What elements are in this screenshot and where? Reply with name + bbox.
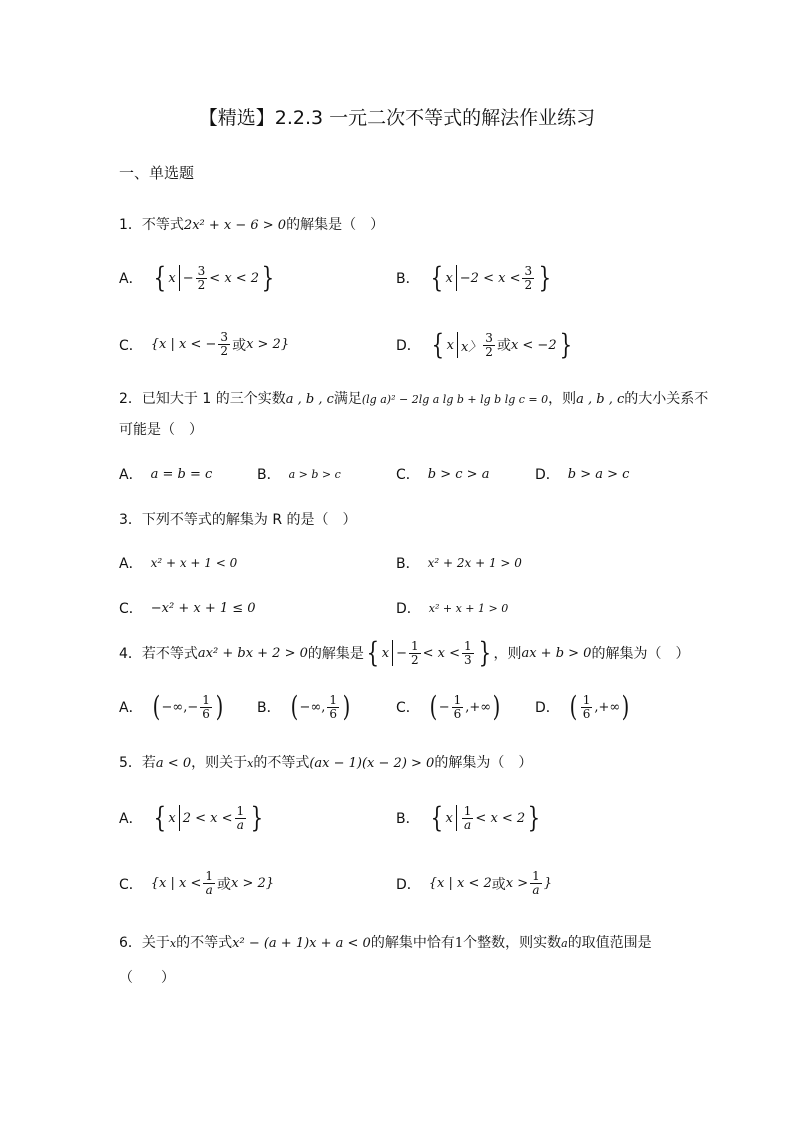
math-text: x — [247, 757, 254, 770]
math-text: x — [168, 270, 176, 286]
denominator: a — [205, 883, 213, 897]
right-brace: } — [527, 801, 541, 834]
option-label: B． — [396, 811, 420, 827]
left-paren: ( — [152, 690, 160, 723]
denominator: 6 — [453, 706, 462, 721]
fraction — [200, 694, 212, 721]
math-expression: x² + x + 1 < 0 — [150, 556, 238, 570]
question-text: ，则 — [548, 391, 577, 407]
math-expression: x² − (a + 1)x + a < 0 — [232, 936, 371, 951]
option-label: D． — [396, 601, 421, 617]
left-brace: { — [153, 801, 166, 834]
left-paren: ( — [569, 690, 578, 723]
q3-option-c[interactable] — [119, 598, 256, 618]
math-expression: (ax − 1)(x − 2) > 0 — [309, 756, 435, 771]
question-1-stem — [119, 214, 384, 234]
option-label: A． — [119, 271, 143, 287]
option-label: B． — [257, 467, 281, 483]
denominator: a — [236, 817, 244, 832]
set-bar — [456, 265, 457, 291]
math-expression: a < 0 — [155, 756, 192, 771]
q4-option-d[interactable] — [535, 690, 631, 723]
denominator: 2 — [485, 344, 493, 359]
right-paren: ) — [342, 690, 351, 723]
question-text: ，则关于 — [191, 755, 248, 771]
fraction — [483, 332, 495, 359]
math-text: − — [396, 645, 407, 661]
math-text: x < −2 — [510, 337, 557, 353]
math-text: < x < 2 — [475, 810, 526, 826]
numerator: 3 — [220, 330, 229, 344]
section-heading: 一、单选题 — [119, 164, 195, 182]
q2-option-a[interactable] — [119, 464, 212, 484]
set-bar — [456, 805, 457, 831]
option-label: A． — [119, 700, 143, 716]
fraction — [522, 265, 534, 292]
option-label: D． — [396, 338, 421, 354]
option-label: A． — [119, 811, 143, 827]
q1-option-c[interactable] — [119, 331, 289, 358]
math-text: } — [543, 876, 553, 891]
option-label: A． — [119, 556, 143, 572]
denominator: 2 — [197, 277, 206, 292]
question-text: 满足 — [333, 391, 362, 407]
question-text: 的取值范围是 — [567, 935, 652, 951]
numerator: 1 — [453, 692, 462, 707]
question-2-stem-line2: 可能是（ ） — [119, 422, 203, 438]
right-brace: } — [478, 636, 491, 669]
question-text: 5．若 — [119, 755, 156, 771]
denominator: 3 — [464, 652, 472, 667]
option-label: C． — [396, 700, 420, 716]
q5-option-d[interactable] — [396, 870, 552, 897]
option-label: C． — [119, 876, 143, 893]
option-label: D． — [535, 467, 560, 483]
math-expression: a > b > c — [288, 467, 341, 481]
denominator: a — [532, 883, 540, 897]
math-text: a — [561, 937, 568, 950]
q3-option-d[interactable] — [396, 598, 508, 618]
math-text: {x | x < — [150, 876, 202, 891]
math-text: a , b , c — [285, 392, 334, 407]
q3-option-b[interactable] — [396, 553, 522, 573]
right-paren: ) — [621, 690, 630, 723]
q5-option-c[interactable] — [119, 870, 274, 897]
option-label: B． — [396, 556, 420, 572]
math-expression: (lg a)² − 2lg a lg b + lg b lg c = 0 — [361, 393, 549, 406]
left-paren: ( — [429, 690, 438, 723]
fraction — [196, 265, 208, 292]
math-text: −2 < x < — [459, 270, 521, 286]
q1-option-b[interactable] — [396, 261, 554, 294]
option-label: C． — [396, 467, 420, 483]
fraction — [462, 640, 474, 667]
question-3-stem: 3．下列不等式的解集为 R 的是（ ） — [119, 512, 357, 528]
question-text: 的解集是（ ） — [286, 217, 385, 233]
left-brace: { — [431, 328, 444, 361]
fraction — [462, 805, 474, 832]
math-text: 或 — [496, 338, 511, 354]
question-text: 1．不等式 — [119, 217, 184, 233]
q3-option-a[interactable] — [119, 553, 237, 573]
option-label: C． — [119, 337, 143, 354]
denominator: 6 — [329, 706, 338, 721]
right-brace: } — [538, 261, 552, 294]
question-text: 的解集是 — [307, 646, 364, 662]
numerator: 1 — [410, 638, 419, 653]
fraction — [581, 694, 593, 721]
question-text: 的大小关系不 — [624, 391, 709, 407]
left-brace: { — [430, 801, 443, 834]
math-text: x > — [505, 876, 529, 891]
q2-option-d[interactable] — [535, 464, 629, 484]
option-label: B． — [257, 700, 281, 716]
option-label: C． — [119, 601, 143, 617]
right-brace: } — [559, 328, 572, 361]
question-2-stem — [119, 388, 708, 408]
math-text: x > 2} — [246, 337, 290, 352]
q5-option-b[interactable] — [396, 801, 543, 834]
left-brace: { — [430, 261, 443, 294]
question-5-stem — [119, 752, 532, 772]
math-expression: x² + 2x + 1 > 0 — [427, 556, 522, 570]
q4-option-b[interactable] — [257, 690, 352, 723]
math-text: ,+∞ — [465, 699, 492, 715]
numerator: 1 — [329, 692, 338, 707]
numerator: 1 — [205, 869, 214, 883]
q5-option-a[interactable] — [119, 801, 266, 834]
q4-option-a[interactable] — [119, 690, 225, 723]
math-text: x — [381, 645, 390, 661]
q1-option-a[interactable] — [119, 261, 277, 294]
fraction — [203, 870, 215, 897]
q4-option-c[interactable] — [396, 690, 502, 723]
right-brace: } — [261, 261, 275, 294]
question-4-stem — [119, 636, 690, 669]
math-text: − — [182, 270, 194, 286]
math-text: x — [169, 937, 177, 950]
math-text: x — [168, 810, 176, 826]
numerator: 1 — [463, 803, 472, 818]
denominator: 2 — [410, 652, 419, 667]
fraction — [235, 805, 247, 832]
set-bar — [179, 805, 180, 831]
denominator: 2 — [220, 344, 229, 358]
math-text: 或 — [232, 337, 247, 354]
math-text: −∞, — [299, 699, 326, 715]
math-expression: −x² + x + 1 ≤ 0 — [150, 600, 256, 616]
numerator: 3 — [197, 263, 206, 278]
right-brace: } — [250, 801, 264, 834]
option-label: A． — [119, 467, 143, 483]
math-text: a , b , c — [576, 392, 625, 407]
question-text: 4．若不等式 — [119, 646, 198, 662]
question-text: 的解集为（ ） — [434, 755, 533, 771]
numerator: 3 — [485, 330, 493, 345]
numerator: 1 — [582, 692, 591, 707]
question-text: 的解集为（ ） — [591, 646, 690, 662]
set-bar — [457, 332, 458, 358]
fraction — [327, 694, 339, 721]
denominator: a — [464, 817, 472, 832]
question-text: ，则 — [493, 646, 522, 662]
math-text: {x | x < 2 — [428, 876, 492, 891]
math-expression: a = b = c — [150, 466, 213, 482]
math-text: −∞,− — [161, 699, 199, 715]
numerator: 1 — [532, 869, 540, 883]
left-brace: { — [366, 636, 380, 669]
question-6-stem — [119, 932, 652, 952]
question-text: 6．关于 — [119, 935, 170, 951]
math-text: x — [445, 270, 453, 286]
math-text: {x | x < − — [150, 337, 217, 352]
math-expression: x² + x + 1 > 0 — [428, 601, 509, 615]
fraction — [452, 694, 464, 721]
math-text: x > 2} — [231, 876, 275, 891]
option-label: D． — [396, 876, 421, 893]
denominator: 2 — [524, 277, 533, 292]
q2-option-b[interactable] — [257, 464, 341, 484]
option-label: B． — [396, 271, 420, 287]
math-text: 1 — [454, 936, 464, 951]
math-expression: ax² + bx + 2 > 0 — [197, 645, 308, 661]
numerator: 3 — [524, 263, 533, 278]
right-paren: ) — [492, 690, 501, 723]
math-text: x〉 — [460, 339, 482, 355]
math-text: < x < — [422, 645, 460, 661]
fraction — [409, 640, 421, 667]
question-text: 的不等式 — [253, 755, 310, 771]
math-text: 或 — [491, 876, 506, 893]
numerator: 1 — [236, 803, 245, 818]
math-expression: ax + b > 0 — [521, 645, 592, 661]
fraction — [218, 331, 230, 358]
left-paren: ( — [290, 690, 298, 723]
question-text: 个整数，则实数 — [463, 935, 562, 951]
page-title: 【精选】2.2.3 一元二次不等式的解法作业练习 — [198, 107, 596, 129]
question-text: 的解集中恰有 — [370, 935, 455, 951]
right-paren: ) — [215, 690, 224, 723]
denominator: 6 — [202, 706, 210, 721]
math-expression: b > c > a — [427, 466, 490, 482]
math-text: x — [446, 337, 454, 353]
math-text: 或 — [217, 876, 232, 893]
numerator: 1 — [464, 638, 472, 653]
left-brace: { — [153, 261, 166, 294]
denominator: 6 — [582, 706, 591, 721]
set-bar — [392, 640, 393, 666]
question-text: 的不等式 — [176, 935, 233, 951]
q1-option-d[interactable] — [396, 328, 574, 361]
math-text: < x < 2 — [209, 270, 260, 286]
option-label: D． — [535, 700, 560, 716]
math-text: 2 < x < — [182, 810, 233, 826]
math-text: ,+∞ — [594, 699, 621, 715]
math-text: − — [438, 699, 450, 715]
q2-option-c[interactable] — [396, 464, 489, 484]
question-6-answer-blank: （ ） — [119, 970, 175, 986]
math-expression: 2x² + x − 6 > 0 — [183, 218, 287, 233]
numerator: 1 — [202, 692, 210, 707]
set-bar — [179, 265, 180, 291]
math-text: x — [445, 810, 453, 826]
question-text: 2．已知大于 1 的三个实数 — [119, 391, 286, 407]
fraction — [530, 870, 542, 897]
math-expression: b > a > c — [567, 466, 630, 482]
